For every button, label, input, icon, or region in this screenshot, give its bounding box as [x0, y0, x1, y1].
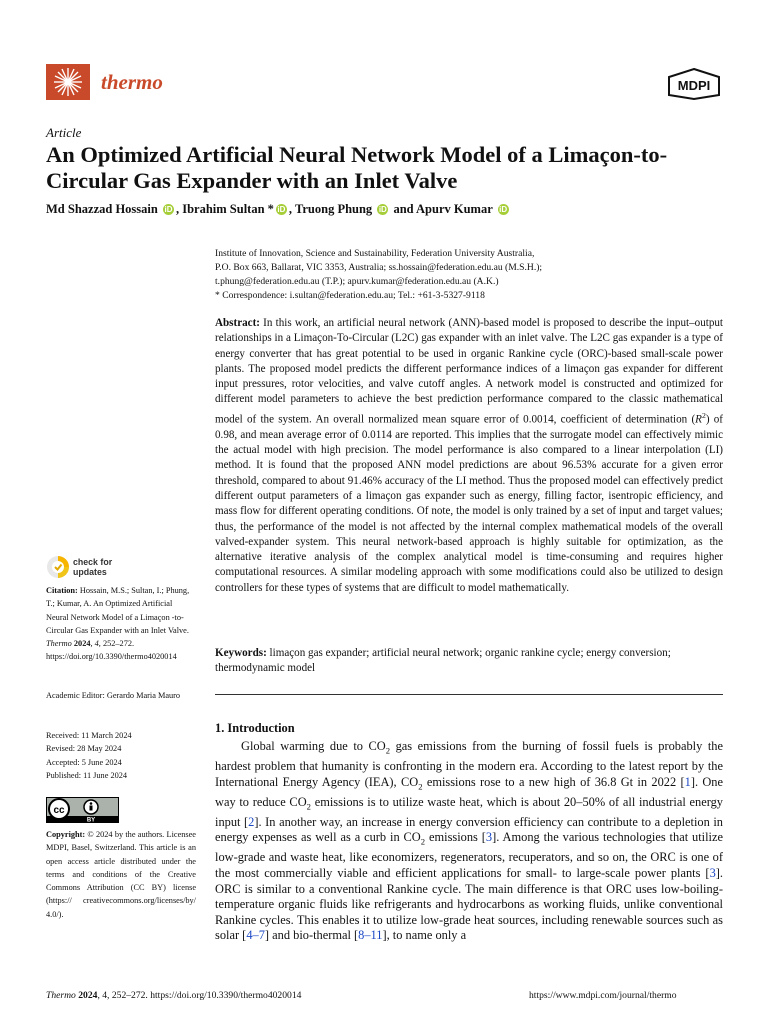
svg-text:cc: cc [53, 805, 65, 816]
reference-link[interactable]: 8–11 [358, 928, 383, 943]
copyright-notice [46, 828, 196, 921]
reference-link[interactable]: 2 [248, 814, 255, 829]
abstract-text-part1: In this work, an artificial neural network (ANN)-based model is proposed to describe the input–output relationships in a Limaçon-To-Circular (L2C) gas expander with an inlet valve. The L2C gas expander is a type of energy converter that has great potential to be used in organic Rankine cycle (ORC)-based small-scale power plants. The proposed model predicts the different performance indices of a limaçon gas expander for different input pressures, rotor velocities, and valve cutoff angles. A network model is constructed and optimized for different model parameters to achieve the best prediction performance compared to the classic mathematical model of the system. An overall normalized mean square error of 0.0014, coefficient of determination ( [215, 317, 723, 426]
check-for-updates-button[interactable] [46, 555, 156, 581]
reference-link[interactable]: 1 [684, 774, 691, 789]
citation-text: Hossain, M.S.; Sultan, I.; Phung, T.; Kumar, A. An Optimized Artificial Neural Network Model of a Limaçon -to-Circular Gas Expander with an Inlet Valve. [46, 586, 190, 635]
check-updates-icon [46, 555, 70, 579]
subscript: 2 [418, 781, 423, 792]
date-accepted: Accepted: 5 June 2024 [46, 757, 122, 767]
section-divider [215, 694, 723, 695]
abstract-text-part2: ) of 0.98, and mean average error of 0.0114 are reported. This implies that the surrogate model can effectively mimic the actual model with high precision. The model performance is also compared to a linear interpolation (LI) method. It is found that the proposed ANN model predictions are about 96.53% accurate for a given error threshold, compared to about 91.46% accuracy of the LI method. Thus the proposed model can effectively predict different output parameters of a limaçon gas expander such as energy, filling factor, isentropic efficiency, and mass flow for different operating conditions. Of note, the model is only trained by a set of input and target values; thus, the performance of the model is not affected by the internal complex mathematical models of the overall valved-expander system. This neural network-based approach is highly suitable for optimization, as the alternative iterative analysis of the complex analytical model is time-consuming and requires higher computational resources. A similar modeling approach with some modifications could also be utilized to design controllers for these types of systems that are difficult to model mathematically. [215, 413, 724, 594]
affiliation-line: Institute of Innovation, Science and Sustainability, Federation University Australia, [215, 248, 535, 259]
orcid-icon[interactable]: iD [378, 205, 387, 214]
journal-name: thermo [101, 70, 163, 94]
body-text: emissions rose to a new high of 36.8 Gt in 2022 [ [422, 774, 685, 789]
date-received: Received: 11 March 2024 [46, 731, 132, 740]
reference-link[interactable]: 3 [485, 830, 493, 845]
r-symbol: R [695, 413, 702, 426]
body-text: ]. Among the various technologies that utilize low-grade and waste heat, like economizers, regenerators, recuperators, and so on, the ORC is one of the most commercially viable and efficient applications for small- to large-scale power plants [ [215, 830, 724, 881]
affiliation-line: P.O. Box 663, Ballarat, VIC 3353, Australia; ss.hossain@federation.edu.au (M.S.H.); [215, 262, 543, 273]
body-text: ]. In another way, an increase in energy conversion efficiency can contribute to a depletion in energy expenses as well as a curb in CO [215, 814, 723, 845]
check-updates-line1: check for [73, 557, 113, 567]
orcid-icon[interactable]: iD [277, 205, 286, 214]
article-title: An Optimized Artificial Neural Network Model of a Limaçon-to-Circular Gas Expander with an Inlet Valve [46, 142, 668, 193]
citation-volume: , 4 [90, 639, 99, 649]
affiliation-line: * Correspondence: i.sultan@federation.edu.au; Tel.: +61-3-5327-9118 [215, 290, 485, 301]
mdpi-logo-text: MDPI [677, 78, 711, 93]
orcid-icon[interactable]: iD [499, 205, 508, 214]
check-updates-text [73, 557, 112, 577]
copyright-text: © 2024 by the authors. Licensee MDPI, Basel, Switzerland. This article is an open access article distributed under the terms and conditions of the Creative Commons Attribution (CC BY) license (https:// creativecommons.org/licenses/by/ 4.0/). [46, 830, 196, 919]
keywords [215, 646, 723, 677]
citation-year: 2024 [71, 639, 91, 649]
keywords-label: Keywords: [215, 647, 267, 659]
footer-journal: Thermo [46, 990, 76, 1001]
footer-journal-url[interactable]: https://www.mdpi.com/journal/thermo [529, 990, 677, 1001]
body-text: Global warming due to CO [241, 739, 386, 753]
author-separator: , [175, 202, 183, 216]
mdpi-logo [667, 68, 721, 100]
publication-dates [46, 729, 196, 782]
abstract-label: Abstract: [215, 317, 260, 329]
orcid-icon[interactable]: iD [164, 205, 173, 214]
author-name: Truong Phung [294, 202, 376, 216]
corresponding-mark: * [267, 202, 274, 216]
body-text: emissions is to utilize waste heat, which is about 20–50% of all industrial energy input [ [215, 794, 723, 829]
body-text: ], to name only a [382, 928, 467, 943]
thermo-logo-icon [46, 64, 90, 100]
affiliation-line: t.phung@federation.edu.au (T.P.); apurv.kumar@federation.edu.au (A.K.) [215, 276, 499, 287]
introduction-body [215, 739, 723, 944]
body-text: ]. ORC is similar to a conventional Rankine cycle. The main difference is that ORC uses low-boiling-temperature organic fluids like refrigerants and hydrocarbons as working fluids, unlike conventional Rankine cycles. This enables it to utilize low-grade heat sources, including renewable sources such as solar [ [215, 866, 723, 943]
citation-doi[interactable]: , 252–272. https://doi.org/10.3390/thermo4020014 [46, 639, 177, 662]
citation-label: Citation: [46, 586, 78, 595]
footer-year: 2024 [75, 990, 98, 1001]
citation-journal: Thermo [46, 639, 72, 649]
body-text: ]. One way to reduce CO [215, 774, 723, 809]
reference-link[interactable]: 4–7 [246, 928, 265, 943]
academic-editor: Academic Editor: Gerardo Maria Mauro [46, 691, 181, 700]
citation-block [46, 584, 196, 664]
section-heading: 1. Introduction [215, 721, 295, 735]
copyright-label: Copyright: [46, 830, 86, 839]
affiliations [215, 247, 735, 303]
r-superscript: 2 [701, 410, 706, 420]
cc-by-license-badge[interactable] [46, 797, 119, 823]
author-name: Md Shazzad Hossain [46, 202, 161, 216]
author-name: Apurv Kumar [416, 202, 496, 216]
reference-link[interactable]: 3 [709, 866, 716, 881]
author-list [46, 202, 736, 217]
body-text: gas emissions from the burning of fossil fuels is probably the hardest problem that humanity is confronting in the modern era. According to the latest report by the International Energy Agency (IEA), CO [215, 739, 723, 789]
author-separator: and [390, 202, 417, 216]
article-type: Article [46, 125, 82, 140]
body-text: ] and bio-thermal [ [264, 928, 359, 943]
subscript: 2 [306, 801, 311, 812]
body-text: emissions [ [425, 830, 486, 845]
footer-doi[interactable]: , 4, 252–272. https://doi.org/10.3390/thermo4020014 [97, 990, 302, 1001]
cc-badge-label: BY [86, 817, 96, 823]
keywords-text: limaçon gas expander; artificial neural network; organic rankine cycle; energy conversion; thermodynamic model [215, 647, 671, 675]
author-name: Ibrahim Sultan [182, 202, 268, 216]
subscript: 2 [420, 836, 426, 847]
date-revised: Revised: 28 May 2024 [46, 744, 122, 754]
abstract [215, 316, 723, 596]
subscript: 2 [385, 745, 391, 756]
author-separator: , [288, 202, 295, 216]
check-updates-line2: updates [73, 567, 107, 577]
footer-citation [46, 990, 301, 1001]
date-published: Published: 11 June 2024 [46, 770, 128, 780]
